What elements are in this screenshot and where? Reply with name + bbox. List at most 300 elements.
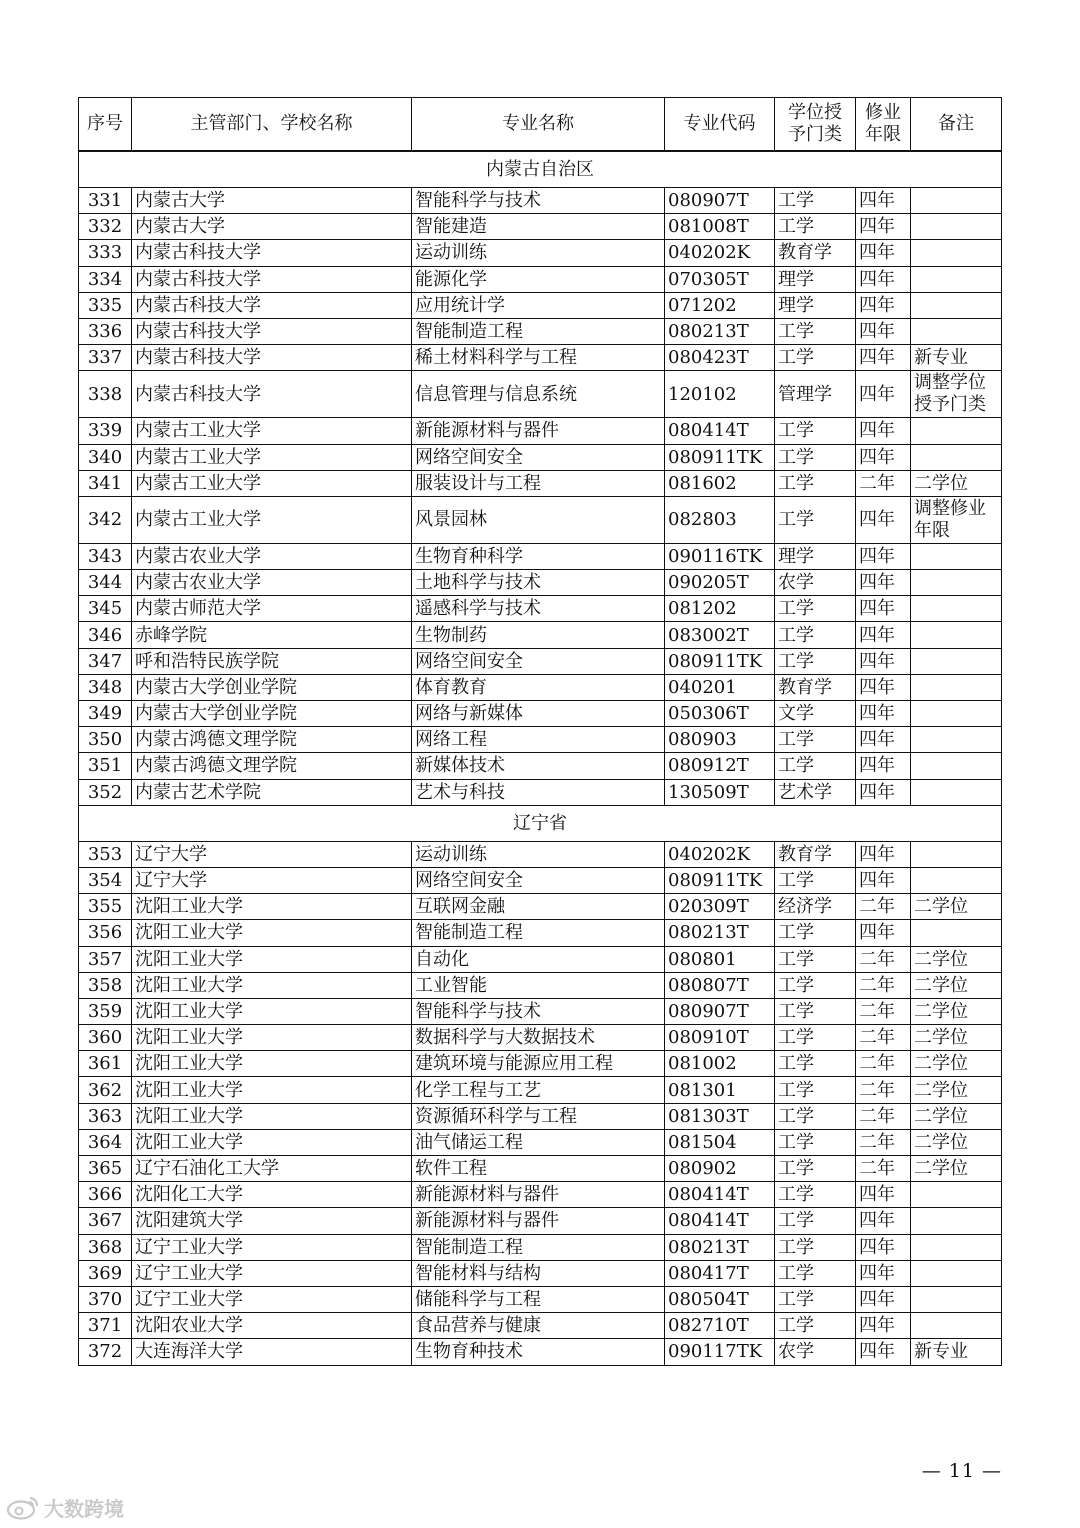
table-row — [79, 1051, 1002, 1077]
degree-cell: 工学 — [775, 753, 856, 779]
years-cell: 四年 — [856, 345, 911, 371]
school-cell: 辽宁工业大学 — [132, 1260, 412, 1286]
table-row — [79, 318, 1002, 344]
code-cell: 080414T — [665, 1208, 775, 1234]
code-cell: 081002 — [665, 1051, 775, 1077]
table-row — [79, 292, 1002, 318]
majors-table — [78, 97, 1002, 1366]
major-cell: 网络空间安全 — [412, 648, 665, 674]
years-cell: 四年 — [856, 1286, 911, 1312]
code-cell: 081008T — [665, 214, 775, 240]
seq-cell: 342 — [79, 496, 132, 543]
school-cell: 内蒙古科技大学 — [132, 292, 412, 318]
code-cell: 020309T — [665, 894, 775, 920]
major-cell: 工业智能 — [412, 972, 665, 998]
seq-cell: 362 — [79, 1077, 132, 1103]
major-cell: 运动训练 — [412, 841, 665, 867]
note-cell: 二学位 — [911, 946, 1002, 972]
table-row — [79, 753, 1002, 779]
seq-cell: 368 — [79, 1234, 132, 1260]
table-body — [79, 151, 1002, 1365]
years-cell: 四年 — [856, 648, 911, 674]
years-cell: 四年 — [856, 779, 911, 805]
school-cell: 内蒙古鸿德文理学院 — [132, 727, 412, 753]
table-row — [79, 596, 1002, 622]
years-cell: 二年 — [856, 1103, 911, 1129]
seq-cell: 340 — [79, 444, 132, 470]
seq-cell: 347 — [79, 648, 132, 674]
school-cell: 赤峰学院 — [132, 622, 412, 648]
major-cell: 智能建造 — [412, 214, 665, 240]
degree-cell: 工学 — [775, 1313, 856, 1339]
years-cell: 二年 — [856, 894, 911, 920]
degree-cell: 工学 — [775, 470, 856, 496]
degree-cell: 工学 — [775, 444, 856, 470]
seq-cell: 356 — [79, 920, 132, 946]
code-cell: 080907T — [665, 188, 775, 214]
note-cell: 二学位 — [911, 894, 1002, 920]
note-cell — [911, 266, 1002, 292]
school-cell: 内蒙古师范大学 — [132, 596, 412, 622]
years-cell: 四年 — [856, 920, 911, 946]
note-cell — [911, 867, 1002, 893]
table-row — [79, 622, 1002, 648]
years-cell: 四年 — [856, 266, 911, 292]
table-row — [79, 543, 1002, 569]
years-cell: 四年 — [856, 570, 911, 596]
years-cell: 四年 — [856, 596, 911, 622]
note-cell — [911, 318, 1002, 344]
years-cell: 四年 — [856, 622, 911, 648]
note-cell: 新专业 — [911, 1339, 1002, 1365]
school-cell: 内蒙古工业大学 — [132, 418, 412, 444]
years-cell: 四年 — [856, 444, 911, 470]
degree-cell: 理学 — [775, 266, 856, 292]
major-cell: 网络空间安全 — [412, 444, 665, 470]
school-cell: 内蒙古工业大学 — [132, 470, 412, 496]
header-major: 专业名称 — [412, 98, 665, 152]
years-cell: 四年 — [856, 727, 911, 753]
years-cell: 二年 — [856, 1051, 911, 1077]
major-cell: 食品营养与健康 — [412, 1313, 665, 1339]
degree-cell: 工学 — [775, 1103, 856, 1129]
major-cell: 新能源材料与器件 — [412, 1208, 665, 1234]
seq-cell: 355 — [79, 894, 132, 920]
table-row — [79, 418, 1002, 444]
code-cell: 080903 — [665, 727, 775, 753]
degree-cell: 工学 — [775, 345, 856, 371]
code-cell: 081602 — [665, 470, 775, 496]
table-row — [79, 1339, 1002, 1365]
seq-cell: 339 — [79, 418, 132, 444]
header-notes: 备注 — [911, 98, 1002, 152]
degree-cell: 工学 — [775, 622, 856, 648]
degree-cell: 教育学 — [775, 674, 856, 700]
table-row — [79, 266, 1002, 292]
degree-cell: 工学 — [775, 318, 856, 344]
major-cell: 智能制造工程 — [412, 1234, 665, 1260]
note-cell: 二学位 — [911, 1077, 1002, 1103]
note-cell — [911, 779, 1002, 805]
school-cell: 沈阳工业大学 — [132, 920, 412, 946]
note-cell: 二学位 — [911, 1129, 1002, 1155]
code-cell: 081202 — [665, 596, 775, 622]
table-row — [79, 496, 1002, 543]
school-cell: 内蒙古科技大学 — [132, 371, 412, 418]
code-cell: 081301 — [665, 1077, 775, 1103]
seq-cell: 344 — [79, 570, 132, 596]
years-cell: 四年 — [856, 674, 911, 700]
school-cell: 沈阳工业大学 — [132, 1129, 412, 1155]
table-row — [79, 345, 1002, 371]
school-cell: 沈阳工业大学 — [132, 972, 412, 998]
note-cell: 二学位 — [911, 1156, 1002, 1182]
table-header-row — [79, 98, 1002, 152]
code-cell: 040202K — [665, 240, 775, 266]
degree-cell: 经济学 — [775, 894, 856, 920]
seq-cell: 352 — [79, 779, 132, 805]
code-cell: 080902 — [665, 1156, 775, 1182]
major-cell: 智能制造工程 — [412, 318, 665, 344]
major-cell: 数据科学与大数据技术 — [412, 1025, 665, 1051]
degree-cell: 工学 — [775, 1260, 856, 1286]
seq-cell: 343 — [79, 543, 132, 569]
school-cell: 内蒙古科技大学 — [132, 345, 412, 371]
seq-cell: 358 — [79, 972, 132, 998]
table-row — [79, 470, 1002, 496]
header-seq: 序号 — [79, 98, 132, 152]
code-cell: 090116TK — [665, 543, 775, 569]
seq-cell: 370 — [79, 1286, 132, 1312]
note-cell — [911, 1234, 1002, 1260]
table-row — [79, 1182, 1002, 1208]
table-row — [79, 214, 1002, 240]
years-cell: 四年 — [856, 496, 911, 543]
school-cell: 沈阳工业大学 — [132, 998, 412, 1024]
years-cell: 四年 — [856, 318, 911, 344]
seq-cell: 335 — [79, 292, 132, 318]
note-cell: 二学位 — [911, 972, 1002, 998]
degree-cell: 工学 — [775, 188, 856, 214]
region-name: 内蒙古自治区 — [79, 151, 1002, 188]
note-cell — [911, 727, 1002, 753]
degree-cell: 工学 — [775, 418, 856, 444]
degree-cell: 工学 — [775, 1208, 856, 1234]
code-cell: 080504T — [665, 1286, 775, 1312]
school-cell: 沈阳工业大学 — [132, 1025, 412, 1051]
seq-cell: 341 — [79, 470, 132, 496]
major-cell: 遥感科学与技术 — [412, 596, 665, 622]
header-school: 主管部门、学校名称 — [132, 98, 412, 152]
seq-cell: 333 — [79, 240, 132, 266]
code-cell: 130509T — [665, 779, 775, 805]
table-row — [79, 867, 1002, 893]
note-cell — [911, 214, 1002, 240]
school-cell: 内蒙古工业大学 — [132, 496, 412, 543]
major-cell: 信息管理与信息系统 — [412, 371, 665, 418]
header-degree: 学位授予门类 — [775, 98, 856, 152]
seq-cell: 366 — [79, 1182, 132, 1208]
code-cell: 080414T — [665, 418, 775, 444]
school-cell: 辽宁大学 — [132, 841, 412, 867]
note-cell — [911, 418, 1002, 444]
school-cell: 辽宁大学 — [132, 867, 412, 893]
school-cell: 内蒙古大学 — [132, 188, 412, 214]
major-cell: 风景园林 — [412, 496, 665, 543]
degree-cell: 工学 — [775, 648, 856, 674]
code-cell: 083002T — [665, 622, 775, 648]
major-cell: 油气储运工程 — [412, 1129, 665, 1155]
school-cell: 内蒙古鸿德文理学院 — [132, 753, 412, 779]
school-cell: 沈阳工业大学 — [132, 1051, 412, 1077]
table-row — [79, 701, 1002, 727]
note-cell — [911, 570, 1002, 596]
years-cell: 四年 — [856, 292, 911, 318]
header-years: 修业年限 — [856, 98, 911, 152]
table-row — [79, 444, 1002, 470]
note-cell — [911, 622, 1002, 648]
school-cell: 内蒙古工业大学 — [132, 444, 412, 470]
seq-cell: 363 — [79, 1103, 132, 1129]
degree-cell: 工学 — [775, 1025, 856, 1051]
school-cell: 呼和浩特民族学院 — [132, 648, 412, 674]
note-cell — [911, 753, 1002, 779]
note-cell — [911, 701, 1002, 727]
table-row — [79, 648, 1002, 674]
table-row — [79, 946, 1002, 972]
years-cell: 四年 — [856, 1234, 911, 1260]
note-cell: 二学位 — [911, 998, 1002, 1024]
seq-cell: 336 — [79, 318, 132, 344]
note-cell: 二学位 — [911, 1103, 1002, 1129]
code-cell: 080910T — [665, 1025, 775, 1051]
school-cell: 辽宁石油化工大学 — [132, 1156, 412, 1182]
table-row — [79, 1260, 1002, 1286]
note-cell — [911, 292, 1002, 318]
note-cell: 新专业 — [911, 345, 1002, 371]
region-row — [79, 151, 1002, 188]
note-cell — [911, 240, 1002, 266]
note-cell — [911, 1286, 1002, 1312]
years-cell: 二年 — [856, 1156, 911, 1182]
years-cell: 四年 — [856, 701, 911, 727]
school-cell: 沈阳工业大学 — [132, 894, 412, 920]
school-cell: 辽宁工业大学 — [132, 1234, 412, 1260]
seq-cell: 353 — [79, 841, 132, 867]
table-row — [79, 1156, 1002, 1182]
weibo-logo-icon — [6, 1494, 40, 1520]
code-cell: 040202K — [665, 841, 775, 867]
note-cell — [911, 188, 1002, 214]
school-cell: 沈阳农业大学 — [132, 1313, 412, 1339]
code-cell: 080911TK — [665, 444, 775, 470]
seq-cell: 357 — [79, 946, 132, 972]
major-cell: 新媒体技术 — [412, 753, 665, 779]
header-code: 专业代码 — [665, 98, 775, 152]
seq-cell: 364 — [79, 1129, 132, 1155]
table-row — [79, 727, 1002, 753]
note-cell — [911, 920, 1002, 946]
table-row — [79, 998, 1002, 1024]
years-cell: 四年 — [856, 543, 911, 569]
code-cell: 090205T — [665, 570, 775, 596]
page-number: — 11 — — [921, 1460, 1002, 1482]
table-row — [79, 240, 1002, 266]
school-cell: 内蒙古艺术学院 — [132, 779, 412, 805]
major-cell: 软件工程 — [412, 1156, 665, 1182]
major-cell: 生物育种技术 — [412, 1339, 665, 1365]
major-cell: 智能科学与技术 — [412, 188, 665, 214]
region-name: 辽宁省 — [79, 805, 1002, 841]
code-cell: 080801 — [665, 946, 775, 972]
seq-cell: 371 — [79, 1313, 132, 1339]
degree-cell: 农学 — [775, 1339, 856, 1365]
seq-cell: 346 — [79, 622, 132, 648]
note-cell — [911, 1208, 1002, 1234]
table-row — [79, 1313, 1002, 1339]
degree-cell: 艺术学 — [775, 779, 856, 805]
school-cell: 内蒙古科技大学 — [132, 240, 412, 266]
degree-cell: 工学 — [775, 972, 856, 998]
years-cell: 四年 — [856, 240, 911, 266]
degree-cell: 教育学 — [775, 240, 856, 266]
note-cell: 二学位 — [911, 1051, 1002, 1077]
seq-cell: 361 — [79, 1051, 132, 1077]
years-cell: 四年 — [856, 753, 911, 779]
school-cell: 内蒙古大学创业学院 — [132, 674, 412, 700]
degree-cell: 工学 — [775, 998, 856, 1024]
code-cell: 080417T — [665, 1260, 775, 1286]
degree-cell: 工学 — [775, 1156, 856, 1182]
school-cell: 沈阳工业大学 — [132, 1077, 412, 1103]
years-cell: 四年 — [856, 1208, 911, 1234]
seq-cell: 367 — [79, 1208, 132, 1234]
watermark — [6, 1491, 156, 1523]
degree-cell: 文学 — [775, 701, 856, 727]
major-cell: 生物育种科学 — [412, 543, 665, 569]
code-cell: 040201 — [665, 674, 775, 700]
school-cell: 内蒙古农业大学 — [132, 570, 412, 596]
table-row — [79, 188, 1002, 214]
seq-cell: 354 — [79, 867, 132, 893]
code-cell: 082710T — [665, 1313, 775, 1339]
degree-cell: 工学 — [775, 1234, 856, 1260]
seq-cell: 349 — [79, 701, 132, 727]
degree-cell: 工学 — [775, 920, 856, 946]
school-cell: 内蒙古科技大学 — [132, 266, 412, 292]
major-cell: 稀土材料科学与工程 — [412, 345, 665, 371]
note-cell — [911, 1313, 1002, 1339]
degree-cell: 理学 — [775, 543, 856, 569]
code-cell: 080414T — [665, 1182, 775, 1208]
years-cell: 四年 — [856, 867, 911, 893]
school-cell: 沈阳建筑大学 — [132, 1208, 412, 1234]
table-row — [79, 1208, 1002, 1234]
region-row — [79, 805, 1002, 841]
code-cell: 080911TK — [665, 867, 775, 893]
major-cell: 运动训练 — [412, 240, 665, 266]
table-row — [79, 674, 1002, 700]
degree-cell: 工学 — [775, 867, 856, 893]
table-row — [79, 841, 1002, 867]
years-cell: 二年 — [856, 972, 911, 998]
major-cell: 化学工程与工艺 — [412, 1077, 665, 1103]
seq-cell: 350 — [79, 727, 132, 753]
major-cell: 生物制药 — [412, 622, 665, 648]
major-cell: 网络与新媒体 — [412, 701, 665, 727]
degree-cell: 工学 — [775, 1077, 856, 1103]
code-cell: 070305T — [665, 266, 775, 292]
major-cell: 能源化学 — [412, 266, 665, 292]
table-row — [79, 1234, 1002, 1260]
major-cell: 网络空间安全 — [412, 867, 665, 893]
note-cell — [911, 543, 1002, 569]
years-cell: 二年 — [856, 1129, 911, 1155]
major-cell: 自动化 — [412, 946, 665, 972]
seq-cell: 360 — [79, 1025, 132, 1051]
major-cell: 新能源材料与器件 — [412, 418, 665, 444]
degree-cell: 工学 — [775, 1051, 856, 1077]
seq-cell: 337 — [79, 345, 132, 371]
degree-cell: 工学 — [775, 1286, 856, 1312]
code-cell: 081504 — [665, 1129, 775, 1155]
major-cell: 智能科学与技术 — [412, 998, 665, 1024]
code-cell: 071202 — [665, 292, 775, 318]
degree-cell: 工学 — [775, 727, 856, 753]
code-cell: 080213T — [665, 1234, 775, 1260]
degree-cell: 工学 — [775, 496, 856, 543]
seq-cell: 351 — [79, 753, 132, 779]
degree-cell: 工学 — [775, 1129, 856, 1155]
table-row — [79, 894, 1002, 920]
seq-cell: 372 — [79, 1339, 132, 1365]
years-cell: 二年 — [856, 998, 911, 1024]
note-cell — [911, 1260, 1002, 1286]
note-cell — [911, 596, 1002, 622]
major-cell: 网络工程 — [412, 727, 665, 753]
seq-cell: 331 — [79, 188, 132, 214]
school-cell: 沈阳工业大学 — [132, 946, 412, 972]
table-row — [79, 1286, 1002, 1312]
major-cell: 储能科学与工程 — [412, 1286, 665, 1312]
note-cell — [911, 674, 1002, 700]
code-cell: 120102 — [665, 371, 775, 418]
school-cell: 内蒙古农业大学 — [132, 543, 412, 569]
major-cell: 智能材料与结构 — [412, 1260, 665, 1286]
code-cell: 080807T — [665, 972, 775, 998]
table-row — [79, 570, 1002, 596]
table-row — [79, 1129, 1002, 1155]
note-cell — [911, 841, 1002, 867]
note-cell — [911, 1182, 1002, 1208]
major-cell: 服装设计与工程 — [412, 470, 665, 496]
school-cell: 辽宁工业大学 — [132, 1286, 412, 1312]
years-cell: 四年 — [856, 1260, 911, 1286]
degree-cell: 农学 — [775, 570, 856, 596]
years-cell: 二年 — [856, 470, 911, 496]
degree-cell: 教育学 — [775, 841, 856, 867]
major-cell: 体育教育 — [412, 674, 665, 700]
document-sheet — [78, 97, 1001, 1366]
school-cell: 内蒙古大学创业学院 — [132, 701, 412, 727]
seq-cell: 359 — [79, 998, 132, 1024]
major-cell: 应用统计学 — [412, 292, 665, 318]
seq-cell: 338 — [79, 371, 132, 418]
years-cell: 四年 — [856, 214, 911, 240]
school-cell: 大连海洋大学 — [132, 1339, 412, 1365]
table-row — [79, 779, 1002, 805]
years-cell: 二年 — [856, 1025, 911, 1051]
